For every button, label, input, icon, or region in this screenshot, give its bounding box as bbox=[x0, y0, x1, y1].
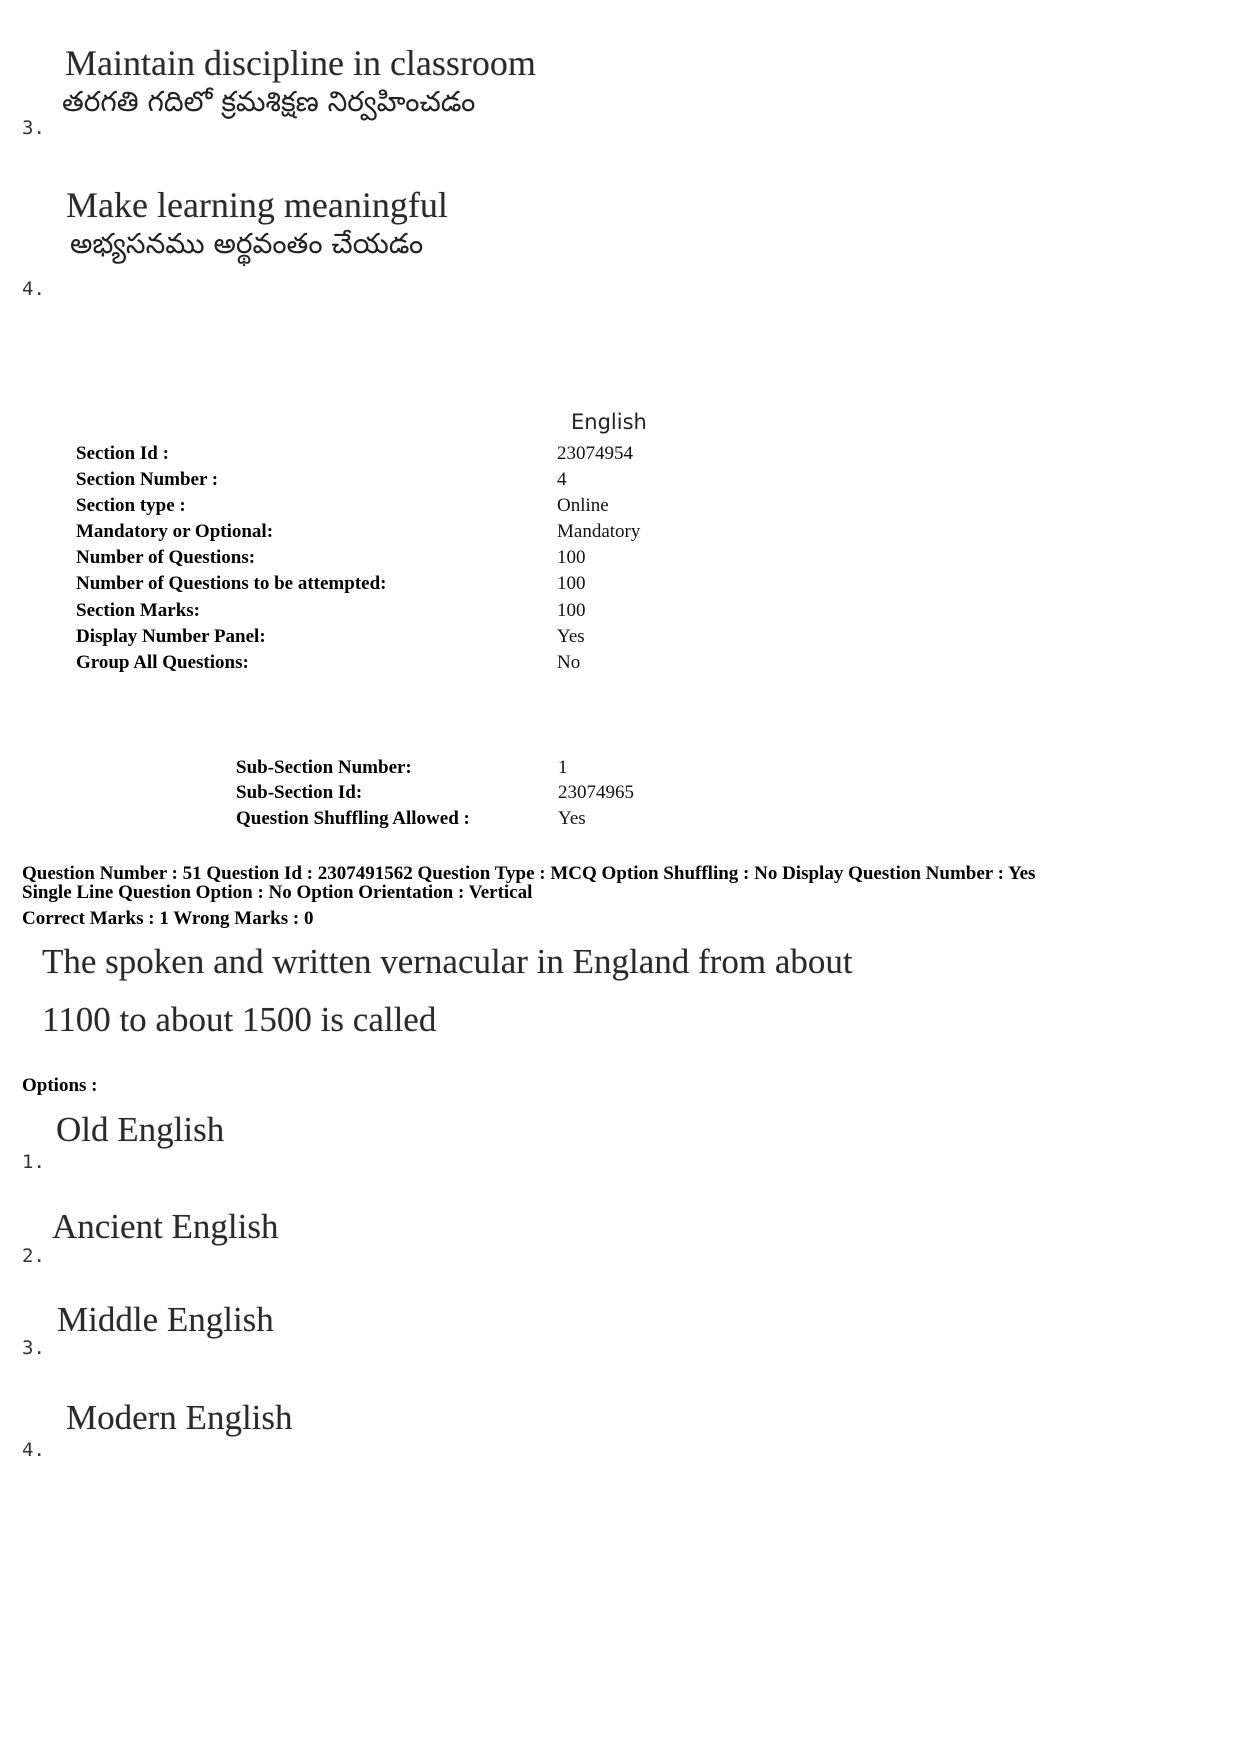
prev-option-4-telugu: అభ్యసనము అర్థవంతం చేయడం bbox=[70, 227, 424, 260]
question-marks: Correct Marks : 1 Wrong Marks : 0 bbox=[22, 908, 314, 929]
subsection-number-value: 1 bbox=[558, 757, 568, 778]
subsection-id-label: Sub-Section Id: bbox=[236, 782, 363, 803]
options-label: Options : bbox=[22, 1075, 98, 1096]
section-type-label: Section type : bbox=[76, 495, 186, 516]
option-3-number: 3. bbox=[22, 1337, 45, 1359]
question-meta-line1: Question Number : 51 Question Id : 2307491562 Question Type : MCQ Option Shuffling : No Display Question Number : Yes bbox=[22, 863, 1036, 884]
section-number-value: 4 bbox=[557, 469, 567, 490]
section-title: English bbox=[571, 410, 647, 434]
section-id-value: 23074954 bbox=[557, 443, 633, 464]
section-type-value: Online bbox=[557, 495, 609, 516]
number-panel-label: Display Number Panel: bbox=[76, 626, 266, 647]
shuffling-value: Yes bbox=[558, 808, 586, 829]
question-text-line2: 1100 to about 1500 is called bbox=[42, 1000, 437, 1039]
option-1-text: Old English bbox=[56, 1110, 225, 1149]
num-questions-value: 100 bbox=[557, 547, 586, 568]
option-1-number: 1. bbox=[22, 1151, 45, 1173]
prev-option-3-english: Maintain discipline in classroom bbox=[65, 43, 536, 83]
number-panel-value: Yes bbox=[557, 626, 585, 647]
mandatory-value: Mandatory bbox=[557, 521, 641, 542]
question-text-line1: The spoken and written vernacular in England from about bbox=[42, 942, 853, 981]
num-questions-label: Number of Questions: bbox=[76, 547, 256, 568]
subsection-id-value: 23074965 bbox=[558, 782, 634, 803]
question-meta-line2: Single Line Question Option : No Option Orientation : Vertical bbox=[22, 882, 533, 903]
subsection-number-label: Sub-Section Number: bbox=[236, 757, 412, 778]
prev-option-3-number: 3. bbox=[22, 117, 45, 139]
group-questions-value: No bbox=[557, 652, 581, 673]
option-3-text: Middle English bbox=[57, 1300, 274, 1339]
option-2-number: 2. bbox=[22, 1245, 45, 1267]
prev-option-3-telugu: తరగతి గదిలో క్రమశిక్షణ నిర్వహించడం bbox=[62, 85, 476, 118]
num-attempted-label: Number of Questions to be attempted: bbox=[76, 573, 387, 594]
prev-option-4-english: Make learning meaningful bbox=[66, 185, 448, 225]
section-id-label: Section Id : bbox=[76, 443, 169, 464]
section-marks-value: 100 bbox=[557, 600, 586, 621]
prev-option-4-number: 4. bbox=[22, 278, 45, 300]
option-4-number: 4. bbox=[22, 1439, 45, 1461]
shuffling-label: Question Shuffling Allowed : bbox=[236, 808, 470, 829]
option-4-text: Modern English bbox=[66, 1398, 293, 1437]
section-number-label: Section Number : bbox=[76, 469, 219, 490]
group-questions-label: Group All Questions: bbox=[76, 652, 249, 673]
mandatory-label: Mandatory or Optional: bbox=[76, 521, 274, 542]
num-attempted-value: 100 bbox=[557, 573, 586, 594]
option-2-text: Ancient English bbox=[52, 1207, 279, 1246]
section-marks-label: Section Marks: bbox=[76, 600, 201, 621]
